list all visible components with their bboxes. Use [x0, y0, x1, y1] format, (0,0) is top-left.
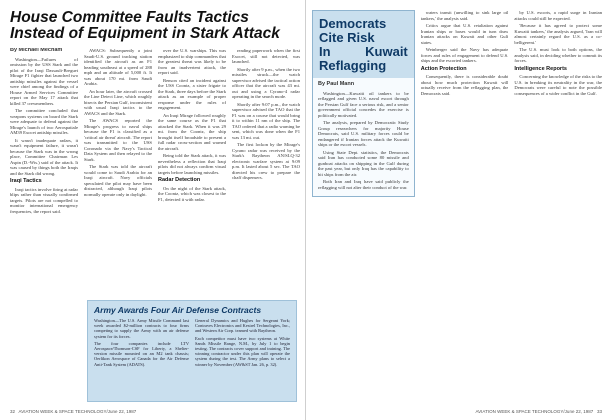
award-sidebar-box	[87, 300, 297, 402]
subhead-iraqi-tactics: Iraqi Tactics	[10, 178, 42, 184]
sidebar-title-line-1: Democrats Cite Risk	[319, 16, 387, 45]
paragraph: The committee concluded that weapons systems on board the Stark were adequate to defend against the Mirage's launch of two Aerospatiale AM39 Exocet antiship missiles.	[10, 108, 78, 135]
subhead-action-protection: Action Protection	[420, 65, 467, 72]
right-columns	[312, 10, 602, 197]
sidebar-body	[313, 78, 414, 196]
paragraph: 'Because it has agreed to protect some Kuwaiti tankers,' the analysis argued, 'Iran will almost certainly regard the U.S. as a co-belligerent.'	[514, 23, 603, 45]
paragraph: Consequently, there is considerable doubt about how much protection Kuwait will actually receive from the reflagging plan, the Democrats said.	[420, 74, 509, 96]
paragraph: On the night of the Stark attack, the Coontz, which was closest to the F1, detected it with radar.	[158, 185, 226, 202]
sidebar-header	[313, 11, 414, 78]
paragraph: The Stark was told the aircraft would come to Saudi Arabia for an Iraqi aircraft. Navy officials speculated the pilot may have been distracted, although Iraqi pilots normally operate only in daylight.	[84, 164, 152, 197]
left-footer	[10, 409, 136, 414]
paragraph: Washington—Failures of omission by the USS Stark and the pilot of the Iraqi Dassault-Breguet Mirage F1 fighter that launched two antiship missiles against the vessel were chief among the findings of a House Armed Services Committee report on the May 17 attack that killed 37 crewmembers.	[10, 56, 78, 106]
paragraph: The AWACS reported the Mirage's progress to naval ships because the F1 is classified as a 'critical air threat' aircraft. The report was transmitted to the USS Coronado via the Navy's Tactical Data System and then relayed to the Stark.	[84, 118, 152, 162]
paragraph: Concerning the knowledge of the risks to the U.S. in breaking its neutrality in the war, the Democrats were careful to note the possible consequences of a wider conflict in the Gulf.	[514, 74, 603, 96]
paragraph: It wasn't inadequate radars, it wasn't equipment failure, it wasn't because the Stark was in the wrong place, Committee Chairman Les Aspin (D.-Wis.) said of the attack. It was caused by things both the Iraqis and the Stark did wrong.	[10, 137, 78, 176]
page-number: 33	[596, 409, 602, 414]
award-box-title: Army Awards Four Air Defense Contracts	[94, 305, 262, 315]
paragraph: Washington—Kuwaiti oil tankers to be reflagged and given U.S. naval escort through the Persian Gulf face a serious risk, and a senior government official concedes the exercise is politically motivated.	[318, 90, 409, 118]
award-columns	[94, 318, 290, 369]
right-footer	[476, 409, 603, 414]
byline: By Paul Mann	[318, 81, 355, 87]
headline-line-1: House Committee Faults Tactics	[10, 9, 249, 26]
article-column-4	[232, 48, 300, 216]
democrats-sidebar	[312, 10, 415, 197]
paragraph: waters transit (unwilling to sink large oil tankers,' the analysis said.	[420, 10, 509, 21]
sidebar-title	[319, 17, 408, 73]
article-columns	[10, 48, 300, 216]
paragraph: Benson cited an incident against the USS Coontz, a sister frigate to the Stark, three days before the Stark attack as an example of proper response under the rules of engagement.	[158, 77, 226, 110]
paragraph: by U.S. escorts, a rapid surge in Iranian attacks could still be expected.	[514, 10, 603, 21]
paragraph: Critics argue that U.S. retaliation against Iranian ships or bases would in turn draw Iranian attacks on Kuwait and other Gulf states.	[420, 23, 509, 45]
award-column-2	[195, 318, 290, 369]
paragraph: The U.S. must look to both options, the analysis said, in deciding whether to commit its forces.	[514, 47, 603, 63]
paragraph: Washington—The U.S. Army Missile Command last week awarded $2-million contracts to four firms competing to supply the Army with an air defense system for its forces.	[94, 318, 189, 339]
publication-line: AVIATION WEEK & SPACE TECHNOLOGY/June 22, 1987	[18, 409, 137, 414]
paragraph: Weinberger said the Navy has adequate forces and rules of engagement to defend U.S. ships and the escorted tankers.	[420, 47, 509, 63]
paragraph: An hour later, the aircraft crossed the Line Detect Line, which roughly bisects the Persian Gulf, inconsistent with usual Iraqi tactics to the AWACS and the Stark.	[84, 88, 152, 116]
subhead-intelligence-reports: Intelligence Reports	[514, 65, 567, 72]
paragraph: Being told the Stark attack, it was nevertheless a reflection that Iraqi pilots did not always confirm visual targets before launching missiles.	[158, 153, 226, 175]
paragraph: reading paperwork when the first Exocet, still not detected, was launched.	[232, 48, 300, 64]
paragraph: The four companies include LTV Aerospace/Thomson-CSF for Liberty, a Shelter-version missile mounted on an M2 tank chassis; Oerlikon Aerospace of Canada for the Air Defense Anti-Tank System (ADATS).	[94, 340, 189, 367]
paragraph: Iraqi tactics involve firing at radar blips rather than visually confirmed targets. Pilots are not compelled to monitor international emergency frequencies, the report said.	[10, 186, 78, 214]
paragraph: Using State Dept. statistics, the Democrats said Iran has conducted some 80 missile and gunboat attacks on shipping in the Gulf during the past year, but only Iraq has the capability to hit ships from the air.	[318, 149, 409, 177]
article-column-1	[10, 48, 78, 216]
paragraph: AWACS: Subsequently a joint Saudi-U.S. ground tracking station identified the aircraft as an F1 heading southeast at a speed of 288 mph and an altitude of 5,000 ft. It was about 170 mi. from Saudi Arabia.	[84, 48, 152, 86]
paragraph: General Dynamics and Hughes for Sergeant York; Contraves Electronics and Kestrel Technologies, Inc., and Western Air Corp. teamed with Raytheon.	[195, 318, 290, 334]
page-number: 32	[10, 409, 16, 414]
headline-line-2: Instead of Equipment in Stark Attack	[10, 25, 280, 42]
article-column-2	[84, 48, 152, 216]
sidebar-title-line-2: In Kuwait Reflagging	[319, 44, 408, 73]
byline: By Michael Mecham	[10, 48, 63, 53]
article-column-3	[158, 48, 226, 216]
right-page	[306, 0, 612, 420]
paragraph: Shortly after 9 p.m., when the two missiles struck—the watch supervisor advised the tactical action officer that the aircraft was 43 mi. out and using a Cyrano-4 radar operating in the search mode.	[232, 66, 300, 99]
paragraph: over the U.S. warships. This was emphasized to ship commanders that the greatest threat was likely to be from an inadvertent attack, the report said.	[158, 48, 226, 75]
paragraph: The analysis, prepared by Democratic Study Group researchers for majority House Democrats, said U.S. military forces could be endangered if Iranian forces attack the Kuwaiti ships or the escort vessels.	[318, 120, 409, 147]
paragraph: Both Iran and Iraq have said publicly the reflagging will not alter their conduct of the war.	[318, 179, 409, 190]
subhead-radar-detection: Radar Detection	[158, 177, 201, 183]
right-column-3	[514, 10, 602, 197]
paragraph: Shortly after 9:07 p.m., the watch supervisor advised the TAO that the F1 was on a course that would bring it to within 11 nm of the ship. The TAO ordered that a radio warning be sent, which was done when the F1 was 13 mi. out.	[232, 101, 300, 140]
paragraph: The first lockon by the Mirage's Cyrano radar was received by the Stark's Raytheon AN/SLQ-32 electronic warfare system at 9:09 p.m. It lasted about 5 sec. The TAO directed his crew to prepare the chaff dispensers.	[232, 142, 300, 180]
right-column-2	[421, 10, 509, 197]
award-column-1	[94, 318, 189, 369]
paragraph: Each competitor must have two systems at White Sands Missile Range, N.M., by July 1 to begin testing. The contracts cover support and training. The winning contractor under this plan will operate the system during the test. The Army plans to select a winner by November (AW&ST Jan. 26, p. 32).	[195, 335, 290, 367]
publication-line: AVIATION WEEK & SPACE TECHNOLOGY/June 22, 1987	[475, 409, 594, 414]
article-headline	[10, 10, 300, 42]
paragraph: An Iraqi Mirage followed roughly the same course as the F1 that attacked the Stark. When it was 29 mi. from the Coontz, the ship brought itself broadside to present a full radar cross-section and warned the aircraft.	[158, 112, 226, 151]
